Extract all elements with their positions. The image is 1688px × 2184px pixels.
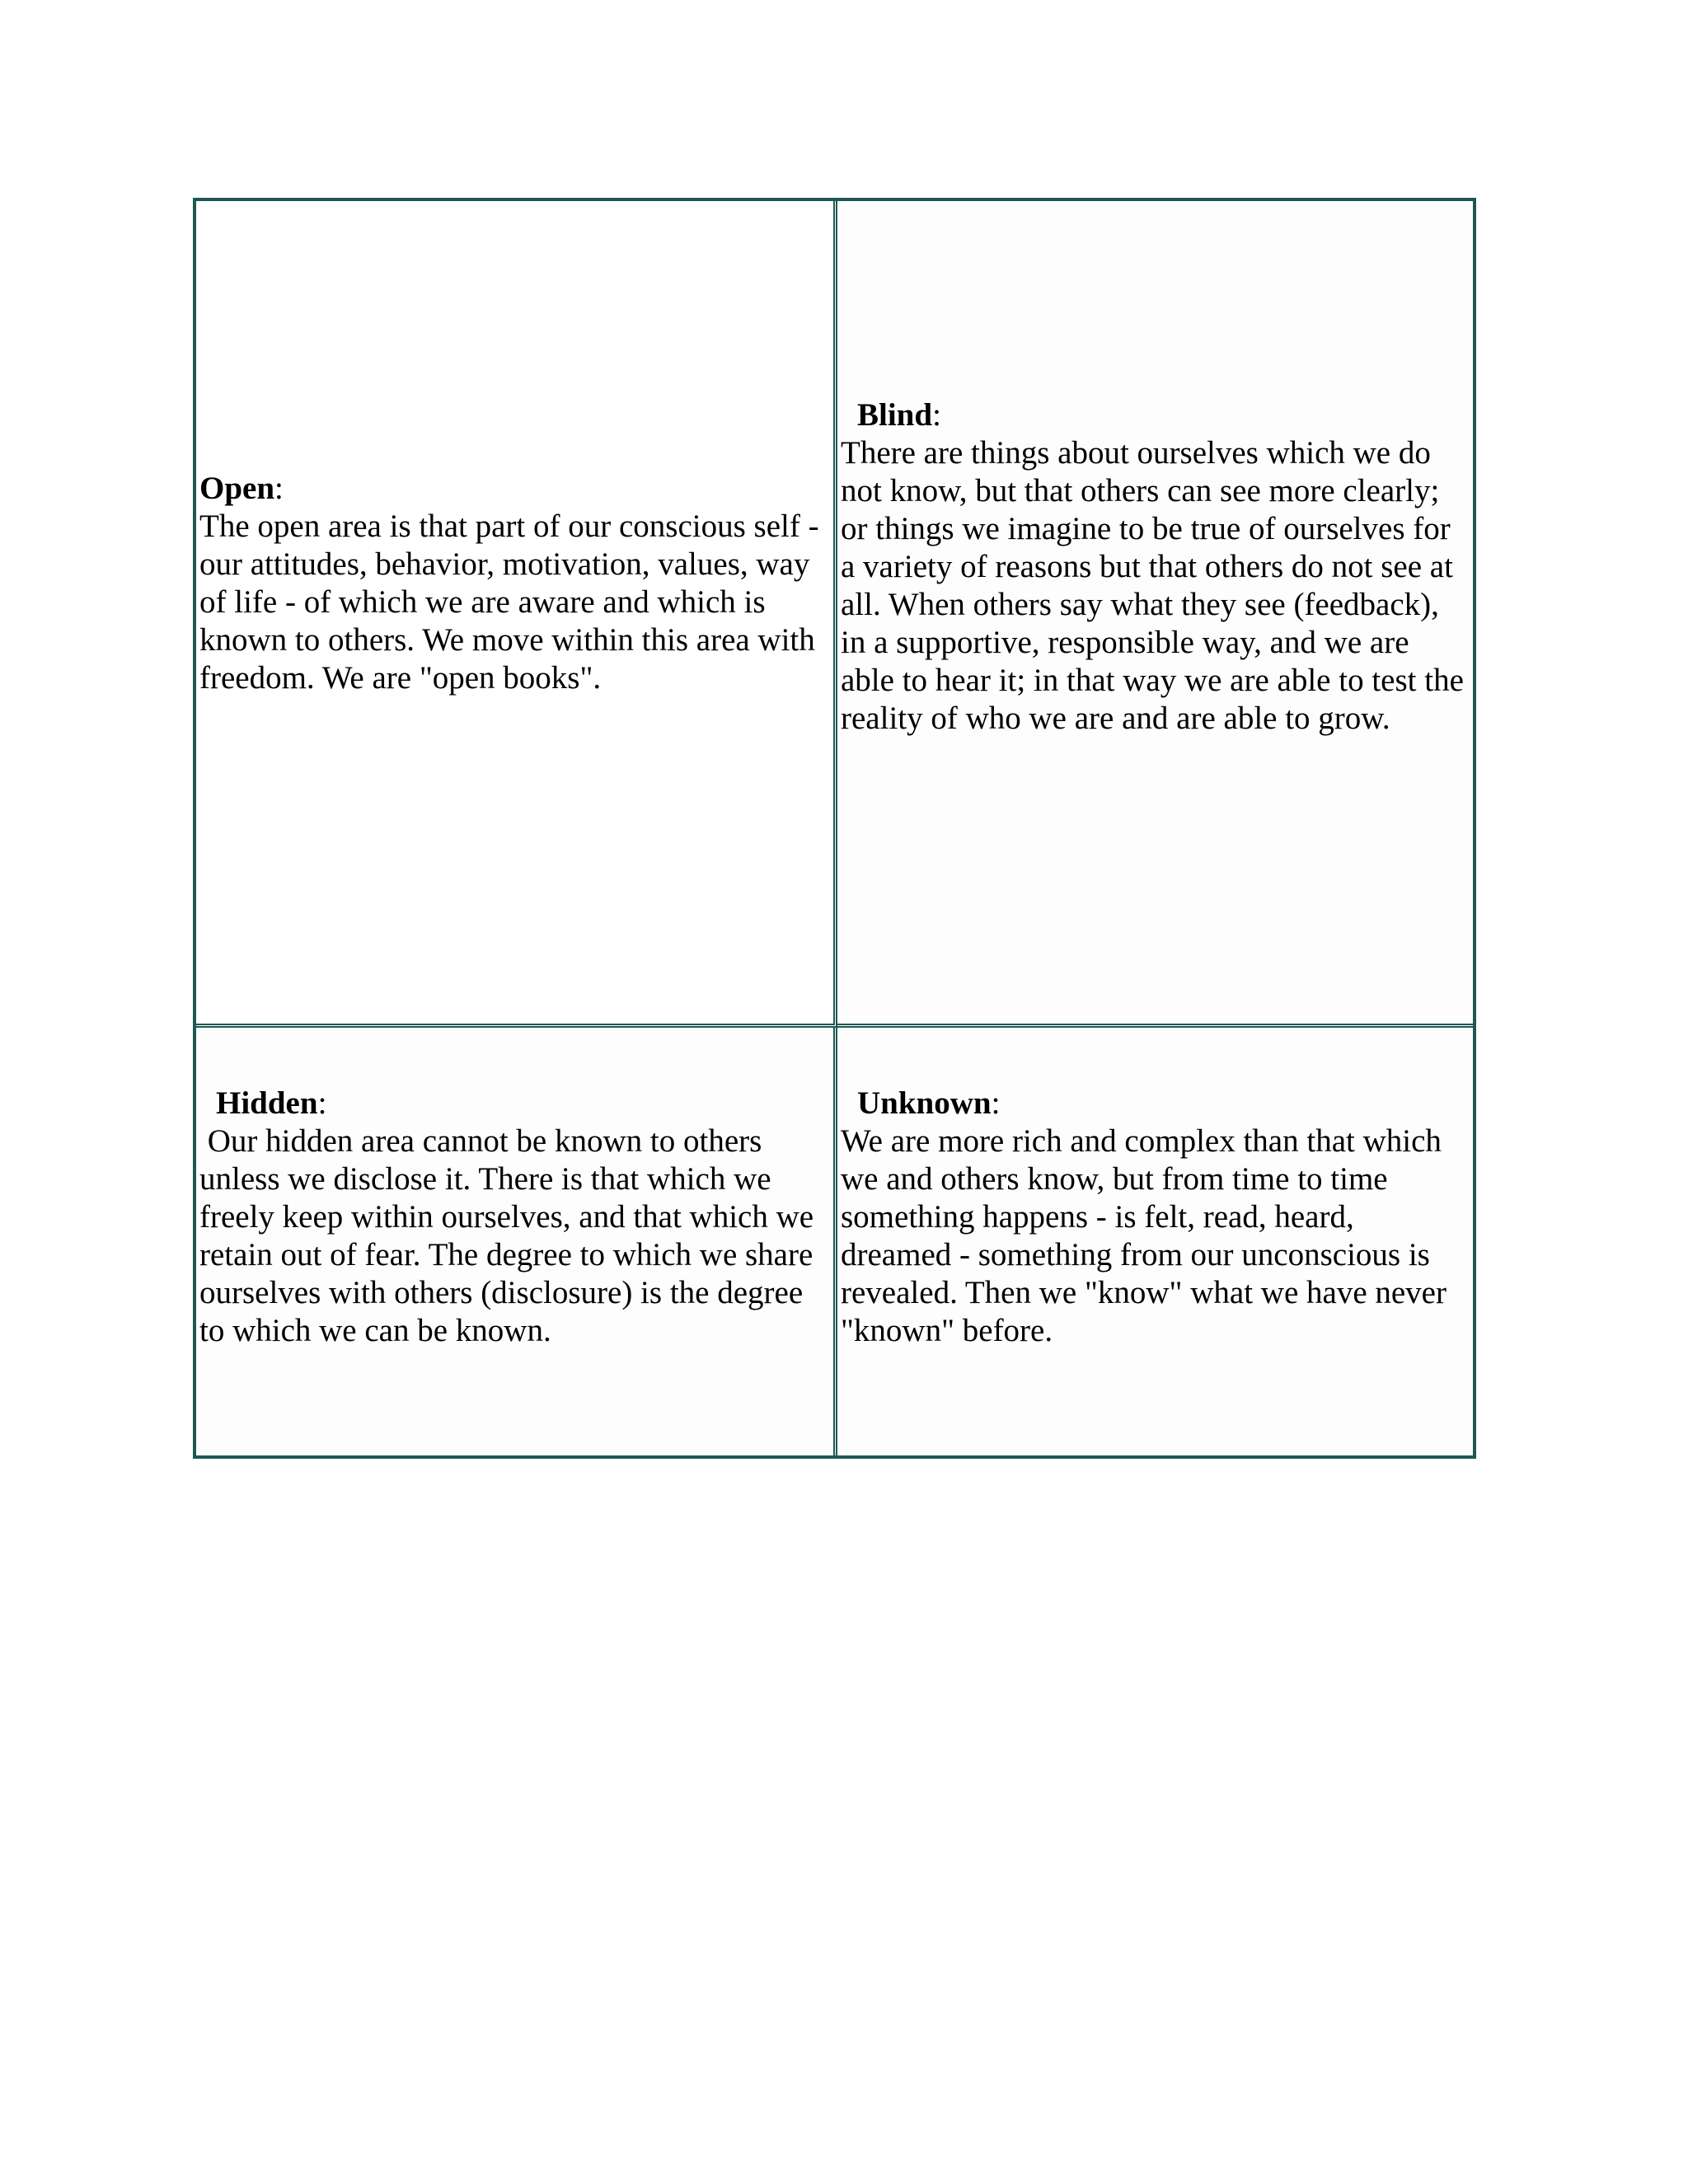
quadrant-blind-description: There are things about ourselves which we do not know, but that others can see more clearly; or things we imagine to be true of ourselves for a variety of reasons but that others do not see at all. When others say what they see (feedback), in a supportive, responsible way, and we are able to hear it; in that way we are able to test the reality of who we are and are able to grow. bbox=[841, 435, 1464, 736]
johari-window-table bbox=[193, 198, 1476, 1459]
quadrant-blind-heading: Blind: bbox=[857, 397, 941, 433]
quadrant-hidden-description: Our hidden area cannot be known to others unless we disclose it. There is that which we freely keep within ourselves, and that which we retain out of fear. The degree to which we share ourselves with others (disclosure) is the degree to which we can be known. bbox=[199, 1122, 822, 1348]
quadrant-blind-title: Blind bbox=[857, 397, 933, 433]
quadrant-blind bbox=[837, 201, 1473, 1028]
quadrant-unknown-description: We are more rich and complex than that which we and others know, but from time to time something happens - is felt, read, heard, dreamed - something from our unconscious is revealed. Then we "know" what we have never "known" before. bbox=[841, 1122, 1447, 1348]
quadrant-open bbox=[196, 201, 837, 1028]
quadrant-open-title: Open bbox=[199, 471, 275, 506]
quadrant-hidden-heading: Hidden: bbox=[216, 1085, 327, 1121]
quadrant-unknown bbox=[837, 1028, 1473, 1455]
quadrant-hidden bbox=[196, 1028, 837, 1455]
quadrant-open-heading: Open: bbox=[199, 471, 284, 506]
quadrant-unknown-title: Unknown bbox=[857, 1085, 992, 1121]
quadrant-unknown-heading: Unknown: bbox=[857, 1085, 1001, 1121]
quadrant-hidden-title: Hidden bbox=[216, 1085, 318, 1121]
quadrant-open-description: The open area is that part of our conscious self - our attitudes, behavior, motivation, values, way of life - of which we are aware and which is known to others. We move within this area with freedom. We are "open books". bbox=[199, 509, 819, 696]
